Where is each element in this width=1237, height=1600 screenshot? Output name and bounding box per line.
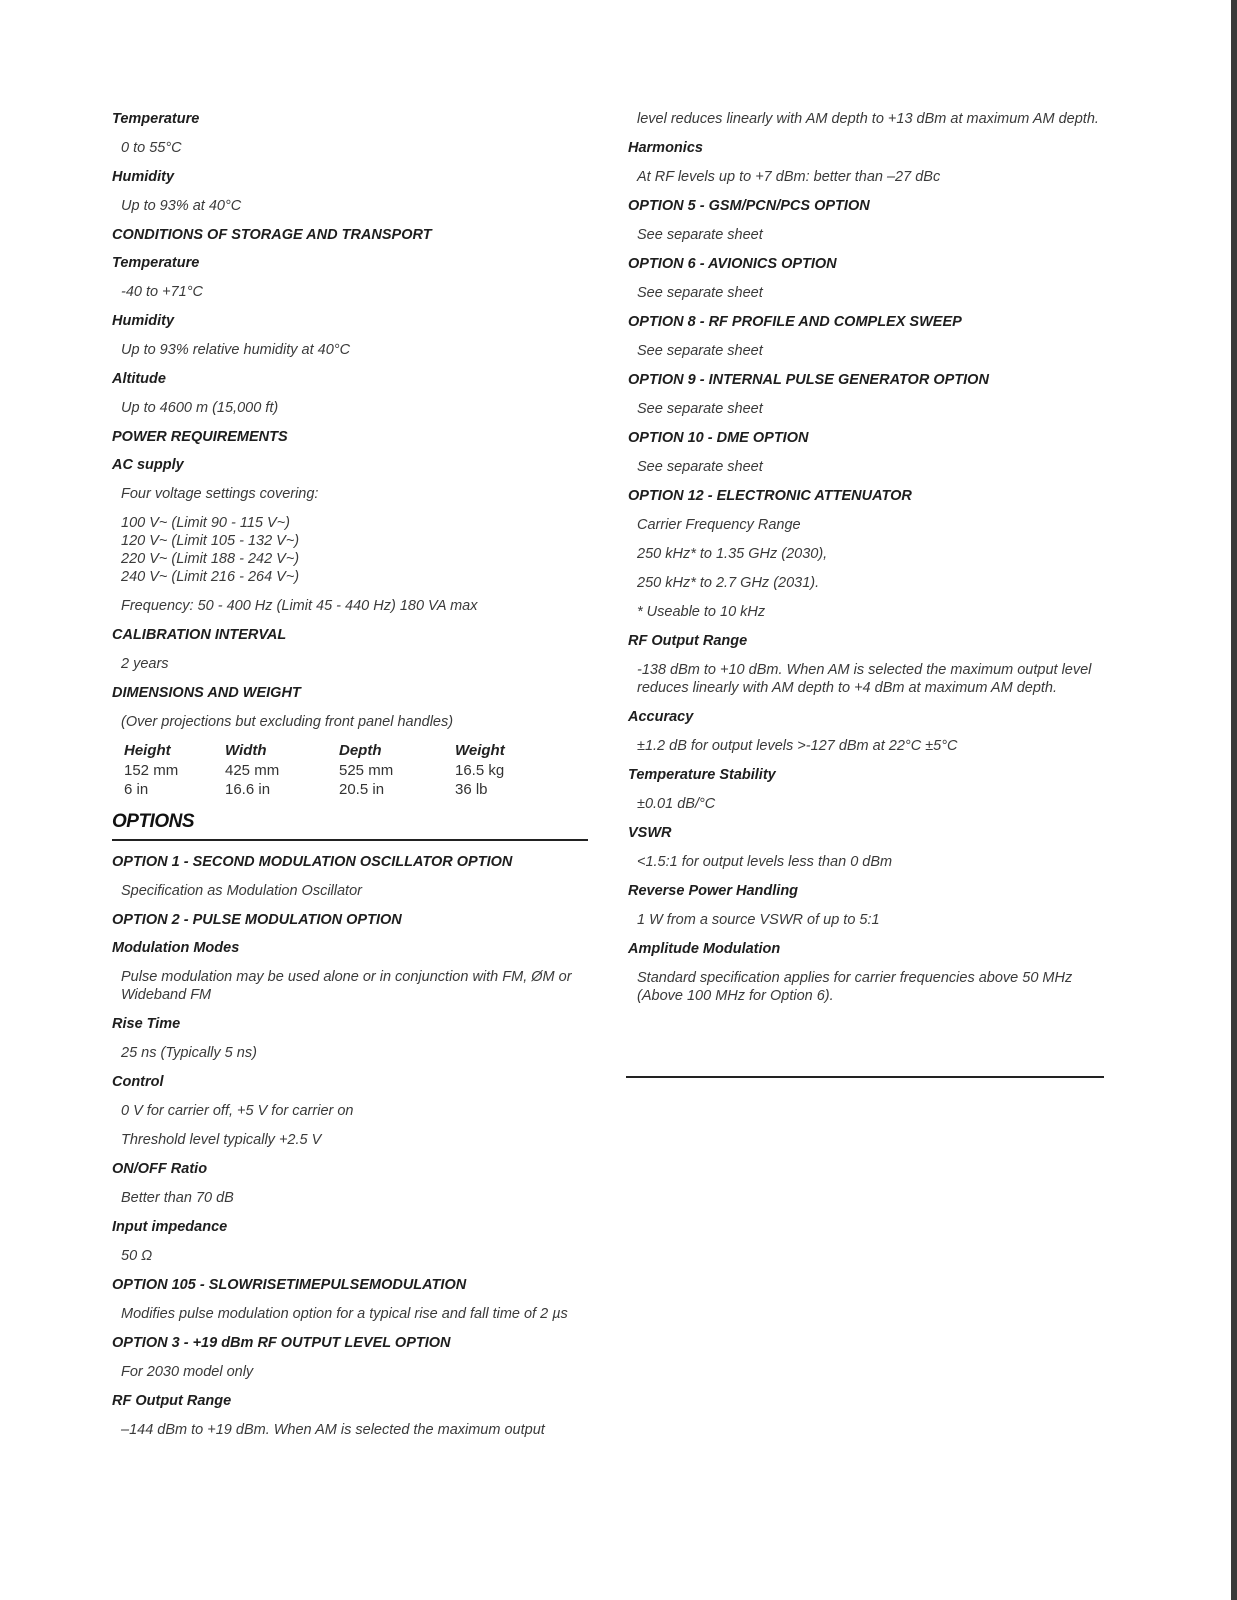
spec-heading: OPTION 9 - INTERNAL PULSE GENERATOR OPTION [628,372,989,388]
left-options-list [112,853,590,1439]
spec-heading: OPTION 6 - AVIONICS OPTION [628,256,837,272]
spec-value: Specification as Modulation Oscillator [121,883,362,899]
spec-value: 50 Ω [121,1248,153,1264]
spec-heading: ON/OFF Ratio [112,1161,208,1177]
spec-heading: OPTION 5 - GSM/PCN/PCS OPTION [628,198,870,214]
spec-value: 2 years [121,656,169,672]
dimensions-header-cell: Depth [339,742,382,759]
dimensions-cell: 525 mm [339,762,394,779]
spec-heading: Reverse Power Handling [628,883,799,899]
spec-heading: Temperature Stability [628,767,776,783]
spec-value: Modifies pulse modulation option for a typical rise and fall time of 2 µs [121,1306,568,1322]
spec-value: 250 kHz* to 2.7 GHz (2031). [637,575,820,591]
dimensions-cell: 6 in [124,781,149,798]
spec-value: Carrier Frequency Range [637,517,801,533]
dimensions-cell: 16.5 kg [455,762,505,779]
spec-value: Standard specification applies for carrier frequencies above 50 MHz (Above 100 MHz for Option 6). [637,970,1073,1004]
spec-value: At RF levels up to +7 dBm: better than –27 dBc [637,169,941,185]
spec-heading: VSWR [628,825,672,841]
spec-value: ±1.2 dB for output levels >-127 dBm at 22°C ±5°C [637,738,958,754]
spec-value: 0 to 55°C [121,140,182,156]
dimensions-header-cell: Height [124,742,171,759]
spec-value: -40 to +71°C [121,284,203,300]
spec-value: Up to 93% relative humidity at 40°C [121,342,351,358]
spec-value: See separate sheet [637,401,763,417]
spec-heading: OPTION 8 - RF PROFILE AND COMPLEX SWEEP [628,314,962,330]
spec-value: <1.5:1 for output levels less than 0 dBm [637,854,893,870]
page-edge-bar [1231,0,1237,1600]
spec-heading: Temperature [112,111,200,127]
continued-text: level reduces linearly with AM depth to +13 dBm at maximum AM depth. [637,111,1099,127]
spec-value: –144 dBm to +19 dBm. When AM is selected the maximum output [121,1422,545,1438]
spec-heading: CONDITIONS OF STORAGE AND TRANSPORT [112,227,432,243]
spec-value: 250 kHz* to 1.35 GHz (2030), [637,546,828,562]
spec-heading: Modulation Modes [112,940,240,956]
spec-heading: Harmonics [628,140,703,156]
dimensions-cell: 20.5 in [339,781,385,798]
table-row [121,780,539,799]
dimensions-cell: 36 lb [455,781,488,798]
spec-heading: Rise Time [112,1016,181,1032]
spec-value: Four voltage settings covering: [121,486,319,502]
spec-heading: Accuracy [628,709,694,725]
spec-value: For 2030 model only [121,1364,254,1380]
dimensions-cell: 16.6 in [225,781,271,798]
dimensions-header-row [121,742,539,761]
spec-value: 25 ns (Typically 5 ns) [121,1045,257,1061]
right-column [628,110,1106,1016]
spec-value: ±0.01 dB/°C [637,796,716,812]
dimensions-table [121,742,539,799]
spec-heading: OPTION 2 - PULSE MODULATION OPTION [112,912,402,928]
spec-heading: OPTION 12 - ELECTRONIC ATTENUATOR [628,488,912,504]
spec-value: See separate sheet [637,285,763,301]
spec-heading: Altitude [112,371,166,387]
table-row [121,761,539,780]
spec-value: See separate sheet [637,343,763,359]
spec-heading: RF Output Range [112,1393,232,1409]
left-column [112,110,590,1450]
spec-heading: DIMENSIONS AND WEIGHT [112,685,301,701]
spec-value: -138 dBm to +10 dBm. When AM is selected the maximum output level reduces linearly with AM depth to +4 dBm at maximum AM depth. [637,662,1092,696]
spec-heading: OPTION 10 - DME OPTION [628,430,809,446]
spec-value: See separate sheet [637,227,763,243]
spec-heading: AC supply [112,457,184,473]
dimensions-cell: 425 mm [225,762,280,779]
spec-heading: OPTION 3 - +19 dBm RF OUTPUT LEVEL OPTION [112,1335,451,1351]
spec-heading: Temperature [112,255,200,271]
spec-value: Better than 70 dB [121,1190,234,1206]
spec-heading: Amplitude Modulation [628,941,781,957]
spec-heading: CALIBRATION INTERVAL [112,627,287,643]
spec-value: (Over projections but excluding front panel handles) [121,714,454,730]
right-spec-list [628,139,1106,1005]
dimensions-header-cell: Weight [455,742,505,759]
spec-heading: Control [112,1074,164,1090]
spec-value: Pulse modulation may be used alone or in conjunction with FM, ØM or Wideband FM [121,969,572,1003]
spec-value: Frequency: 50 - 400 Hz (Limit 45 - 440 Hz) 180 VA max [121,598,478,614]
spec-value: See separate sheet [637,459,763,475]
end-rule [626,1076,1104,1078]
spec-value: Up to 93% at 40°C [121,198,242,214]
spec-heading: OPTION 105 - SLOWRISETIMEPULSEMODULATION [112,1277,467,1293]
spec-heading: Input impedance [112,1219,228,1235]
spec-value: Threshold level typically +2.5 V [121,1132,322,1148]
spec-heading: OPTION 1 - SECOND MODULATION OSCILLATOR OPTION [112,854,513,870]
spec-heading: RF Output Range [628,633,748,649]
options-rule [112,839,588,841]
spec-value: 100 V~ (Limit 90 - 115 V~) 120 V~ (Limit 105 - 132 V~) 220 V~ (Limit 188 - 242 V~) 240 V~ (Limit 216 - 264 V~) [121,515,300,585]
spec-value: 0 V for carrier off, +5 V for carrier on [121,1103,354,1119]
spec-heading: POWER REQUIREMENTS [112,429,288,445]
options-title: OPTIONS [112,811,195,832]
left-spec-list [112,110,590,731]
spec-heading: Humidity [112,169,175,185]
dimensions-cell: 152 mm [124,762,179,779]
dimensions-header-cell: Width [225,742,267,759]
spec-heading: Humidity [112,313,175,329]
spec-value: Up to 4600 m (15,000 ft) [121,400,279,416]
spec-value: * Useable to 10 kHz [637,604,766,620]
dimensions-body [121,761,539,799]
spec-value: 1 W from a source VSWR of up to 5:1 [637,912,880,928]
